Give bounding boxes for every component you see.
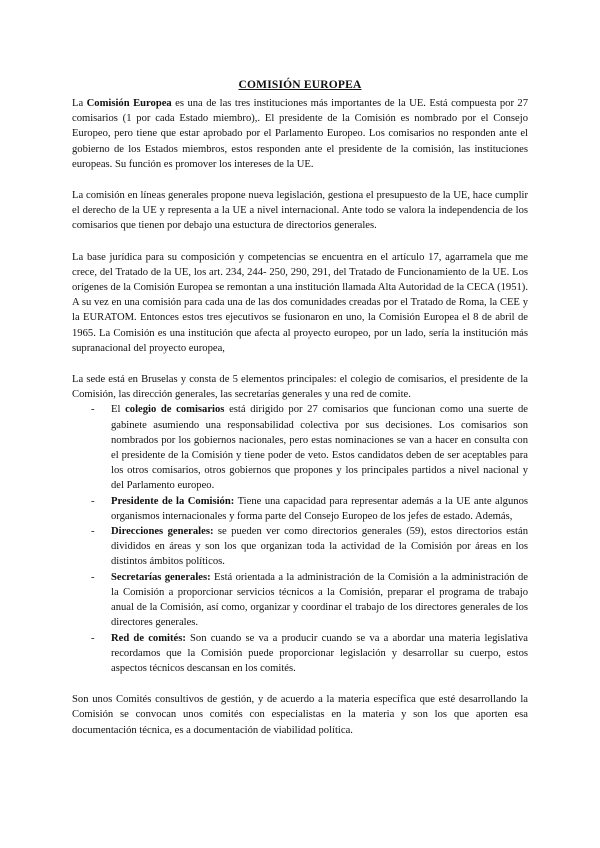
list-item-secretarias — [72, 570, 528, 631]
paragraph-functions: La comisión en líneas generales propone nueva legislación, gestiona el presupuesto de la UE, hace cumplir el derecho de la UE y representa a la UE a nivel internacional. Ante todo se valora la independencia de los comisarios que tienen por debajo una estuctura de directorios generales. — [72, 190, 528, 232]
list-item-term: Presidente de la Comisión: — [111, 495, 235, 507]
bullet-dash: - — [91, 495, 95, 507]
document-body — [72, 96, 528, 754]
bullet-dash: - — [91, 632, 95, 644]
list-item-pre: El — [111, 404, 126, 416]
paragraph-definition-post: es una de las tres instituciones más importantes de la UE. Está compuesta por 27 comisarios (1 por cada Estado miembro),. El presidente de la Comisión es nombrado por el Consejo Europeo, pero tiene que estar aprobado por el Parlamento Europeo. Los comisarios no responden ante el gobierno de los Estados miembros, estos responden ante el presidente de la comisión, las instituciones europeas. Su función es promover los intereses de la UE. — [72, 98, 529, 170]
paragraph-definition — [72, 96, 528, 172]
bullet-dash: - — [91, 571, 95, 583]
list-item-term: colegio de comisarios — [125, 404, 225, 416]
bullet-dash: - — [91, 404, 95, 416]
document-title: COMISIÓN EUROPEA — [238, 79, 362, 91]
paragraph-headquarters: La sede está en Bruselas y consta de 5 elementos principales: el colegio de comisarios, el presidente de la Comisión, las dirección generales, las secretarías generales y una red de comite. — [72, 374, 528, 401]
list-item-text: se pueden ver como directorios generales (59), estos directorios están divididos en áreas y son los que organizan toda la actividad de la Comisión por áreas en los distintos ámbitos políticos. — [111, 526, 528, 568]
paragraph-definition-pre: La — [72, 98, 87, 109]
paragraph-committees: Son unos Comités consultivos de gestión, y de acuerdo a la materia específica que esté desarrollando la Comisión se convocan unos comités con especialistas en la materia y son los que aporten esa documentación técnica, es a documentación de viabilidad política. — [72, 694, 528, 736]
list-item-term: Direcciones generales: — [111, 526, 214, 538]
list-item-text: Tiene una capacidad para representar además a la UE ante algunos organismos internacionales y forma parte del Consejo Europeo de los jefes de estado. Además, — [111, 495, 528, 522]
list-item-colegio — [72, 402, 528, 493]
list-item-red-comites — [72, 631, 528, 677]
paragraph-legal-basis: La base jurídica para su composición y competencias se encuentra en el artículo 17, agarramela que me crece, del Tratado de la UE, los art. 234, 244- 250, 290, 291, del Tratado de Funcionamiento de la UE. Los orígenes de la Comisión Europea se remontan a una institución llamada Alta Autoridad de la CECA (1951). A su vez en una comisión para cada una de las dos comunidades creadas por el Tratado de Roma, la CEE y la EURATOM. Entonces estos tres ejecutivos se fusionaron en uno, la Comisión Europea el 8 de abril de 1965. La Comisión es una institución que afecta al proyecto europeo, por un lado, sería la institución más supranacional del proyecto europea, — [72, 251, 528, 354]
list-item-direcciones — [72, 524, 528, 570]
list-item-text: Está orientada a la administración de la Comisión a la administración de la Comisión a proporcionar servicios técnicos a la Comisión, preparar el programa de trabajo anual de la Comisión, así como, organizar y coordinar el trabajo de los directores generales de los directores generales. — [111, 571, 528, 629]
list-item-term: Red de comités: — [111, 632, 186, 644]
list-item-presidente — [72, 494, 528, 524]
paragraph-definition-bold: Comisión Europea — [86, 98, 172, 109]
elements-list — [72, 402, 528, 676]
list-item-text: Son cuando se va a producir cuando se va a abordar una materia legislativa recordamos que la Comisión puede proporcionar legislación y desarrollar su cuerpo, estos aspectos técnicos descansan en los comités. — [111, 632, 528, 674]
list-item-text: está dirigido por 27 comisarios que funcionan como una suerte de gabinete asumiendo una responsabilidad colectiva por sus decisiones. Los comisarios son nombrados por los gobiernos nacionales, pero estas nominaciones se van a hacer en consulta con el presidente de la Comisión y tiene poder de veto. Estos candidatos deben de ser aceptables para los otros comisarios, otros gobiernos que propones y los principales partidos a nivel nacional y del Parlamento europeo. — [111, 404, 529, 492]
list-item-term: Secretarías generales: — [111, 571, 211, 583]
bullet-dash: - — [91, 526, 95, 538]
